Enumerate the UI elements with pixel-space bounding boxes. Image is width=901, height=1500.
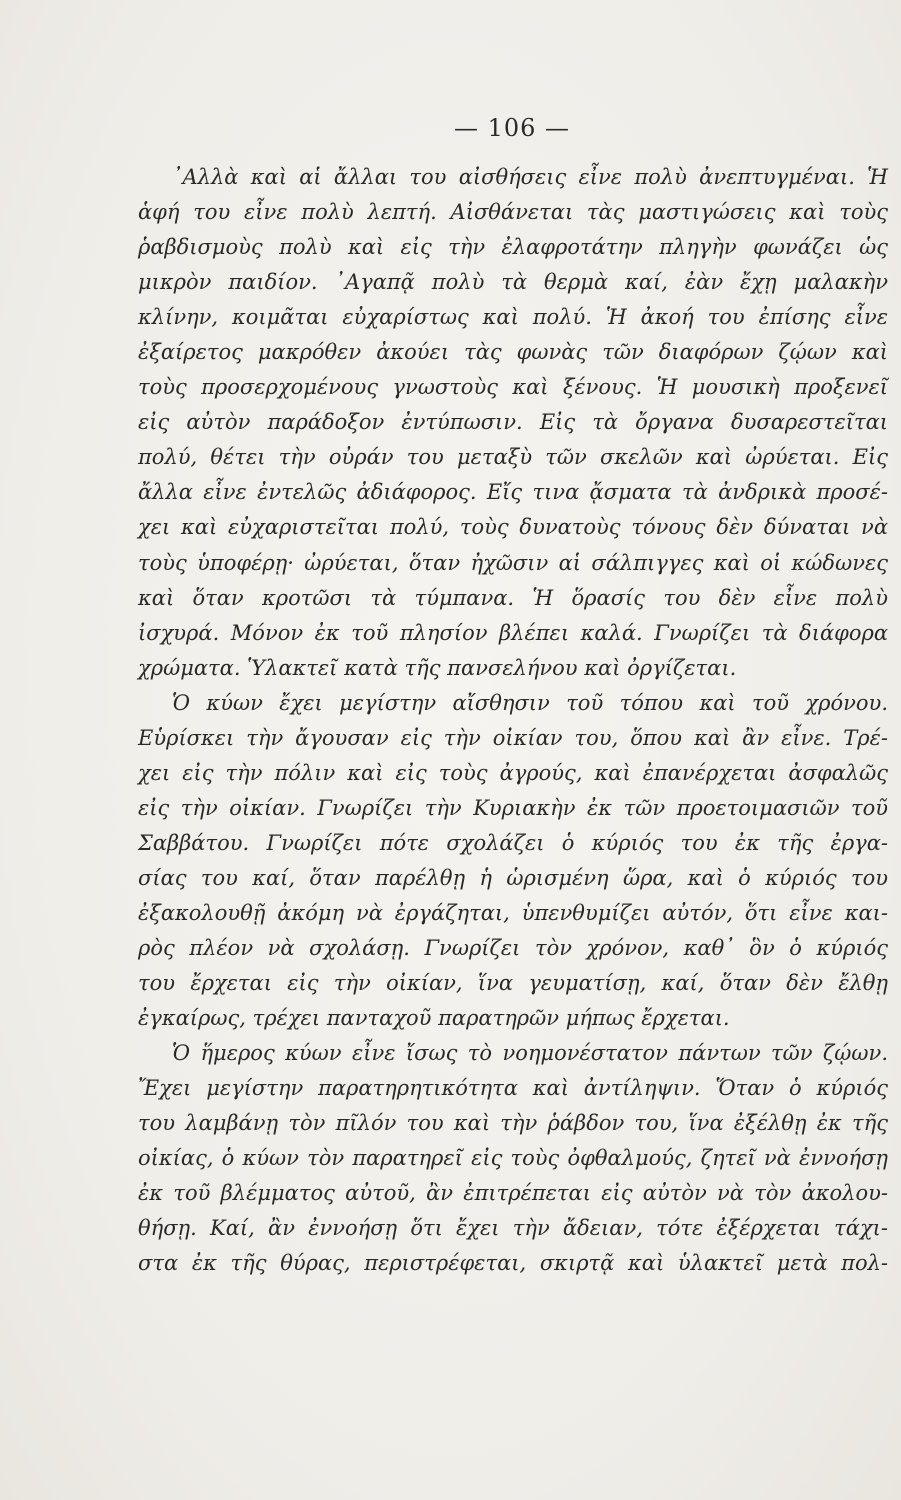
text-line: Εὑρίσκει τὴν ἄγουσαν εἰς τὴν οἰκίαν του, ὅπου καὶ ἂν εἶνε. Τρέ- — [138, 725, 888, 750]
text-line: ρὸς πλέον νὰ σχολάσῃ. Γνωρίζει τὸν χρόνον, καθ᾿ ὃν ὁ κύριός — [138, 936, 888, 961]
text-line: τοὺς προσερχομένους γνωστοὺς καὶ ξένους. Ἡ μουσικὴ προξενεῖ — [138, 375, 888, 400]
text-line: του ἔρχεται εἰς τὴν οἰκίαν, ἵνα γευματίσῃ, καί, ὅταν δὲν ἔλθῃ — [138, 971, 888, 996]
text-line: ἰσχυρά. Μόνον ἐκ τοῦ πλησίον βλέπει καλά. Γνωρίζει τὰ διάφορα — [138, 620, 888, 645]
text-line: τοὺς ὑποφέρῃ· ὠρύεται, ὅταν ἠχῶσιν αἱ σάλπιγγες καὶ οἱ κώδωνες — [138, 550, 888, 575]
text-line: Σαββάτου. Γνωρίζει πότε σχολάζει ὁ κύριός του ἐκ τῆς ἐργα- — [138, 830, 888, 855]
text-line: χει εἰς τὴν πόλιν καὶ εἰς τοὺς ἀγρούς, καὶ ἐπανέρχεται ἀσφαλῶς — [138, 760, 888, 785]
text-line: ἐξακολουθῇ ἀκόμη νὰ ἐργάζηται, ὑπενθυμίζει αὐτόν, ὅτι εἶνε και- — [138, 900, 888, 925]
text-line: ἁφή του εἶνε πολὺ λεπτή. Αἰσθάνεται τὰς μαστιγώσεις καὶ τοὺς — [138, 200, 888, 225]
page-number: — 106 — — [453, 114, 571, 142]
text-line: ἄλλα εἶνε ἐντελῶς ἀδιάφορος. Εἴς τινα ᾄσματα τὰ ἀνδρικὰ προσέ- — [138, 480, 888, 505]
text-line: καὶ ὅταν κροτῶσι τὰ τύμπανα. Ἡ ὅρασίς του δὲν εἶνε πολὺ — [138, 585, 888, 610]
text-line: ἐγκαίρως, τρέχει πανταχοῦ παρατηρῶν μήπως ἔρχεται. — [138, 1006, 730, 1031]
text-line: ἐκ τοῦ βλέμματος αὐτοῦ, ἂν ἐπιτρέπεται εἰς αὐτὸν νὰ τὸν ἀκολου- — [138, 1181, 888, 1206]
text-line: στα ἐκ τῆς θύρας, περιστρέφεται, σκιρτᾷ καὶ ὑλακτεῖ μετὰ πολ- — [138, 1251, 888, 1276]
text-line: Ὁ κύων ἔχει μεγίστην αἴσθησιν τοῦ τόπου καὶ τοῦ χρόνου. — [172, 690, 888, 715]
text-line: ἐξαίρετος μακρόθεν ἀκούει τὰς φωνὰς τῶν διαφόρων ζῴων καὶ — [138, 340, 888, 365]
text-line: Ὁ ἥμερος κύων εἶνε ἴσως τὸ νοημονέστατον πάντων τῶν ζῴων. — [172, 1041, 888, 1066]
body-text — [138, 160, 888, 1282]
text-line: πολύ, θέτει τὴν οὐράν του μεταξὺ τῶν σκελῶν καὶ ὠρύεται. Εἰς — [138, 445, 888, 470]
text-line: Ἔχει μεγίστην παρατηρητικότητα καὶ ἀντίληψιν. Ὅταν ὁ κύριός — [138, 1076, 888, 1101]
text-line: κλίνην, κοιμᾶται εὐχαρίστως καὶ πολύ. Ἡ ἀκοή του ἐπίσης εἶνε — [138, 305, 888, 330]
text-line: θήσῃ. Καί, ἂν ἐννοήσῃ ὅτι ἔχει τὴν ἄδειαν, τότε ἐξέρχεται τάχι- — [138, 1216, 888, 1241]
text-line: εἰς τὴν οἰκίαν. Γνωρίζει τὴν Κυριακὴν ἐκ τῶν προετοιμασιῶν τοῦ — [138, 795, 888, 820]
text-line: ᾿Αλλὰ καὶ αἱ ἄλλαι του αἰσθήσεις εἶνε πολὺ ἀνεπτυγμέναι. Ἡ — [172, 165, 888, 189]
text-line: χει καὶ εὐχαριστεῖται πολύ, τοὺς δυνατοὺς τόνους δὲν δύναται νὰ — [138, 515, 888, 540]
text-line: μικρὸν παιδίον. ᾿Αγαπᾷ πολὺ τὰ θερμὰ καί, ἐὰν ἔχῃ μαλακὴν — [138, 270, 888, 295]
text-line: οἰκίας, ὁ κύων τὸν παρατηρεῖ εἰς τοὺς ὀφθαλμούς, ζητεῖ νὰ ἐννοήσῃ — [138, 1146, 888, 1171]
text-line: χρώματα. Ὑλακτεῖ κατὰ τῆς πανσελήνου καὶ ὀργίζεται. — [138, 655, 737, 680]
text-line: ῥαβδισμοὺς πολὺ καὶ εἰς τὴν ἐλαφροτάτην πληγὴν φωνάζει ὡς — [138, 235, 888, 260]
text-line: σίας του καί, ὅταν παρέλθῃ ἡ ὡρισμένη ὥρα, καὶ ὁ κύριός του — [138, 865, 888, 890]
text-line: εἰς αὐτὸν παράδοξον ἐντύπωσιν. Εἰς τὰ ὄργανα δυσαρεστεῖται — [138, 410, 888, 435]
text-line: του λαμβάνῃ τὸν πῖλόν του καὶ τὴν ῥάβδον του, ἵνα ἐξέλθῃ ἐκ τῆς — [138, 1111, 888, 1136]
